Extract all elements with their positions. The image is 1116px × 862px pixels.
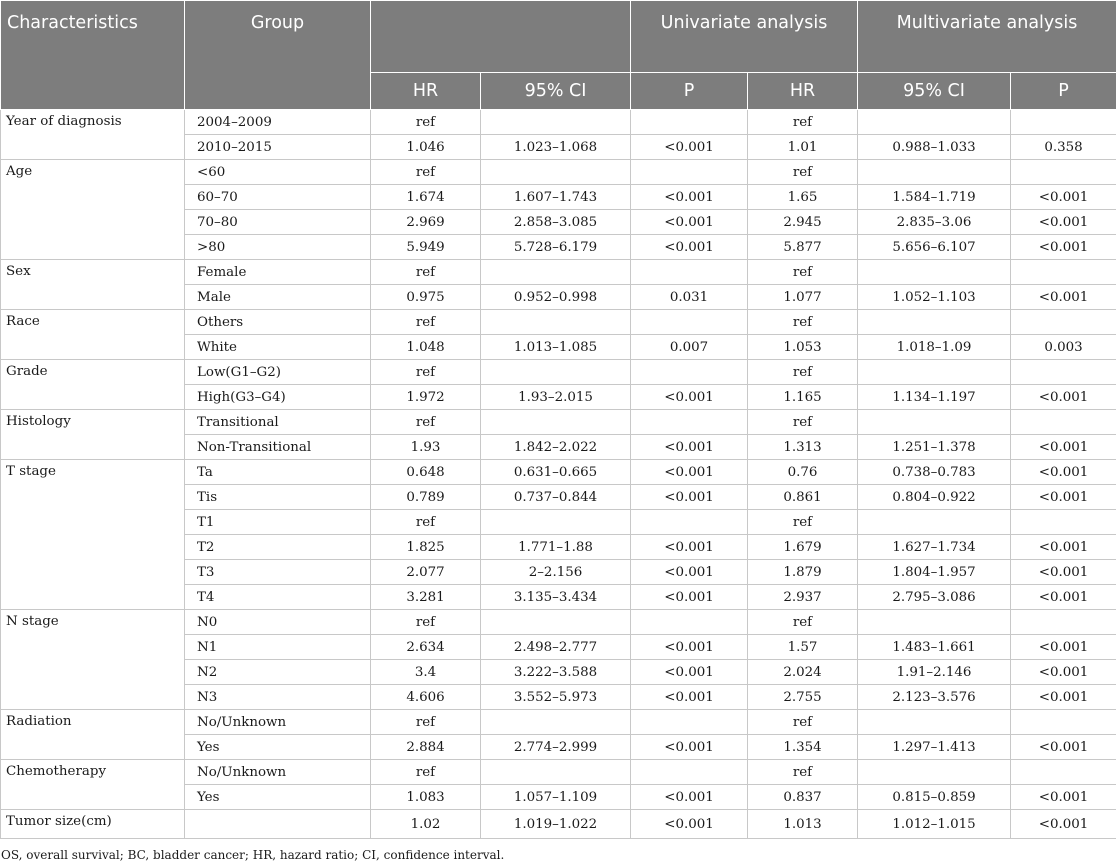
hr-uni-cell: 2.969 xyxy=(371,210,481,235)
group-cell: High(G3–G4) xyxy=(185,385,371,410)
p-uni-cell xyxy=(631,310,748,335)
subheader-p-multi: P xyxy=(1011,73,1116,110)
ci-uni-cell: 0.737–0.844 xyxy=(481,485,631,510)
p-uni-cell xyxy=(631,160,748,185)
ci-multi-cell xyxy=(858,610,1011,635)
hr-uni-cell: 3.4 xyxy=(371,660,481,685)
ci-multi-cell xyxy=(858,760,1011,785)
ci-uni-cell: 1.93–2.015 xyxy=(481,385,631,410)
group-cell: Non-Transitional xyxy=(185,435,371,460)
ci-uni-cell: 5.728–6.179 xyxy=(481,235,631,260)
hr-uni-cell: 1.93 xyxy=(371,435,481,460)
ci-uni-cell: 1.019–1.022 xyxy=(481,810,631,839)
table-row xyxy=(1,360,1116,385)
p-uni-cell: <0.001 xyxy=(631,685,748,710)
p-multi-cell: <0.001 xyxy=(1011,435,1116,460)
p-uni-cell: <0.001 xyxy=(631,735,748,760)
header-multivariate: Multivariate analysis xyxy=(858,1,1116,73)
ci-uni-cell: 2–2.156 xyxy=(481,560,631,585)
ci-uni-cell xyxy=(481,760,631,785)
p-multi-cell xyxy=(1011,260,1116,285)
ci-multi-cell: 1.584–1.719 xyxy=(858,185,1011,210)
p-uni-cell xyxy=(631,510,748,535)
hr-uni-cell: 1.083 xyxy=(371,785,481,810)
group-cell: Others xyxy=(185,310,371,335)
p-uni-cell: 0.031 xyxy=(631,285,748,310)
p-multi-cell: <0.001 xyxy=(1011,735,1116,760)
p-uni-cell: <0.001 xyxy=(631,660,748,685)
hr-multi-cell: 2.937 xyxy=(748,585,858,610)
hr-uni-cell: 1.674 xyxy=(371,185,481,210)
p-multi-cell: <0.001 xyxy=(1011,810,1116,839)
p-uni-cell: <0.001 xyxy=(631,135,748,160)
ci-multi-cell: 2.795–3.086 xyxy=(858,585,1011,610)
group-cell: Low(G1–G2) xyxy=(185,360,371,385)
p-uni-cell xyxy=(631,410,748,435)
p-multi-cell xyxy=(1011,410,1116,435)
group-cell: N2 xyxy=(185,660,371,685)
group-cell: Male xyxy=(185,285,371,310)
hr-multi-cell: 1.165 xyxy=(748,385,858,410)
hr-uni-cell: 0.789 xyxy=(371,485,481,510)
subheader-ci-uni: 95% CI xyxy=(481,73,631,110)
hr-uni-cell: 3.281 xyxy=(371,585,481,610)
ci-multi-cell: 2.835–3.06 xyxy=(858,210,1011,235)
hr-uni-cell: ref xyxy=(371,160,481,185)
ci-multi-cell: 1.627–1.734 xyxy=(858,535,1011,560)
ci-uni-cell: 1.842–2.022 xyxy=(481,435,631,460)
characteristic-cell: T stage xyxy=(1,460,185,610)
header-univariate: Univariate analysis xyxy=(631,1,858,73)
hr-multi-cell: 1.65 xyxy=(748,185,858,210)
group-cell: Yes xyxy=(185,735,371,760)
header-group: Group xyxy=(185,1,371,110)
group-cell xyxy=(185,810,371,839)
characteristic-cell: Histology xyxy=(1,410,185,460)
group-cell: T1 xyxy=(185,510,371,535)
subheader-hr-uni: HR xyxy=(371,73,481,110)
ci-uni-cell: 1.057–1.109 xyxy=(481,785,631,810)
ci-multi-cell: 1.804–1.957 xyxy=(858,560,1011,585)
ci-multi-cell: 1.91–2.146 xyxy=(858,660,1011,685)
table-row xyxy=(1,160,1116,185)
ci-multi-cell: 1.052–1.103 xyxy=(858,285,1011,310)
ci-uni-cell xyxy=(481,360,631,385)
p-multi-cell xyxy=(1011,510,1116,535)
group-cell: Yes xyxy=(185,785,371,810)
ci-multi-cell xyxy=(858,260,1011,285)
p-multi-cell xyxy=(1011,360,1116,385)
ci-multi-cell: 0.738–0.783 xyxy=(858,460,1011,485)
hr-multi-cell: ref xyxy=(748,710,858,735)
ci-uni-cell: 3.222–3.588 xyxy=(481,660,631,685)
p-multi-cell: <0.001 xyxy=(1011,460,1116,485)
group-cell: N0 xyxy=(185,610,371,635)
hr-multi-cell: ref xyxy=(748,760,858,785)
group-cell: No/Unknown xyxy=(185,760,371,785)
ci-multi-cell: 0.804–0.922 xyxy=(858,485,1011,510)
hr-multi-cell: 1.57 xyxy=(748,635,858,660)
p-uni-cell xyxy=(631,610,748,635)
table-row xyxy=(1,610,1116,635)
p-uni-cell: <0.001 xyxy=(631,585,748,610)
group-cell: 2010–2015 xyxy=(185,135,371,160)
p-multi-cell xyxy=(1011,310,1116,335)
hr-uni-cell: 1.048 xyxy=(371,335,481,360)
p-uni-cell xyxy=(631,260,748,285)
p-multi-cell: 0.003 xyxy=(1011,335,1116,360)
hr-multi-cell: ref xyxy=(748,310,858,335)
ci-multi-cell: 1.018–1.09 xyxy=(858,335,1011,360)
hr-multi-cell: 2.755 xyxy=(748,685,858,710)
group-cell: T2 xyxy=(185,535,371,560)
hr-multi-cell: ref xyxy=(748,410,858,435)
p-multi-cell xyxy=(1011,610,1116,635)
ci-multi-cell xyxy=(858,510,1011,535)
p-multi-cell: <0.001 xyxy=(1011,635,1116,660)
ci-uni-cell xyxy=(481,510,631,535)
group-cell: 2004–2009 xyxy=(185,110,371,135)
ci-multi-cell xyxy=(858,410,1011,435)
hr-multi-cell: ref xyxy=(748,110,858,135)
hr-uni-cell: ref xyxy=(371,260,481,285)
p-uni-cell: <0.001 xyxy=(631,385,748,410)
ci-multi-cell xyxy=(858,110,1011,135)
p-multi-cell xyxy=(1011,710,1116,735)
p-uni-cell: <0.001 xyxy=(631,210,748,235)
hr-uni-cell: 1.02 xyxy=(371,810,481,839)
ci-multi-cell: 1.297–1.413 xyxy=(858,735,1011,760)
ci-multi-cell xyxy=(858,310,1011,335)
ci-multi-cell: 1.251–1.378 xyxy=(858,435,1011,460)
group-cell: 60–70 xyxy=(185,185,371,210)
subheader-ci-multi: 95% CI xyxy=(858,73,1011,110)
hr-uni-cell: ref xyxy=(371,610,481,635)
table-row xyxy=(1,410,1116,435)
hr-multi-cell: 2.945 xyxy=(748,210,858,235)
table-row xyxy=(1,710,1116,735)
hr-multi-cell: 2.024 xyxy=(748,660,858,685)
p-uni-cell xyxy=(631,360,748,385)
group-cell: White xyxy=(185,335,371,360)
group-cell: N1 xyxy=(185,635,371,660)
p-uni-cell: <0.001 xyxy=(631,485,748,510)
ci-uni-cell xyxy=(481,610,631,635)
p-uni-cell: <0.001 xyxy=(631,435,748,460)
characteristic-cell: Tumor size(cm) xyxy=(1,810,185,839)
p-multi-cell: <0.001 xyxy=(1011,485,1116,510)
ci-uni-cell: 2.498–2.777 xyxy=(481,635,631,660)
table-row xyxy=(1,460,1116,485)
ci-uni-cell xyxy=(481,710,631,735)
hr-multi-cell: 1.013 xyxy=(748,810,858,839)
ci-multi-cell: 0.988–1.033 xyxy=(858,135,1011,160)
table-footnote: OS, overall survival; BC, bladder cancer; HR, hazard ratio; CI, confidence interval. xyxy=(0,848,1116,862)
group-cell: T3 xyxy=(185,560,371,585)
hr-uni-cell: 1.046 xyxy=(371,135,481,160)
p-multi-cell: <0.001 xyxy=(1011,185,1116,210)
hr-multi-cell: 1.879 xyxy=(748,560,858,585)
ci-uni-cell: 1.771–1.88 xyxy=(481,535,631,560)
hr-multi-cell: 1.077 xyxy=(748,285,858,310)
ci-multi-cell: 5.656–6.107 xyxy=(858,235,1011,260)
header-characteristics: Characteristics xyxy=(1,1,185,110)
subheader-p-uni: P xyxy=(631,73,748,110)
hr-uni-cell: ref xyxy=(371,360,481,385)
p-uni-cell: <0.001 xyxy=(631,785,748,810)
hr-uni-cell: 1.825 xyxy=(371,535,481,560)
table-row xyxy=(1,810,1116,839)
group-cell: >80 xyxy=(185,235,371,260)
p-multi-cell: <0.001 xyxy=(1011,235,1116,260)
group-cell: No/Unknown xyxy=(185,710,371,735)
p-uni-cell: <0.001 xyxy=(631,460,748,485)
characteristic-cell: N stage xyxy=(1,610,185,710)
hr-uni-cell: 2.884 xyxy=(371,735,481,760)
table-row xyxy=(1,110,1116,135)
hr-multi-cell: 1.354 xyxy=(748,735,858,760)
p-uni-cell xyxy=(631,110,748,135)
hr-uni-cell: 0.975 xyxy=(371,285,481,310)
characteristic-cell: Chemotherapy xyxy=(1,760,185,810)
ci-uni-cell: 1.013–1.085 xyxy=(481,335,631,360)
hr-multi-cell: 1.679 xyxy=(748,535,858,560)
p-multi-cell: <0.001 xyxy=(1011,285,1116,310)
hr-uni-cell: 0.648 xyxy=(371,460,481,485)
table-header xyxy=(1,1,1116,110)
p-uni-cell xyxy=(631,710,748,735)
hr-uni-cell: ref xyxy=(371,510,481,535)
p-uni-cell: <0.001 xyxy=(631,635,748,660)
ci-uni-cell: 1.607–1.743 xyxy=(481,185,631,210)
p-uni-cell: <0.001 xyxy=(631,810,748,839)
hr-uni-cell: 1.972 xyxy=(371,385,481,410)
hr-multi-cell: 1.313 xyxy=(748,435,858,460)
ci-uni-cell: 2.774–2.999 xyxy=(481,735,631,760)
hr-uni-cell: ref xyxy=(371,410,481,435)
table-row xyxy=(1,310,1116,335)
p-multi-cell xyxy=(1011,160,1116,185)
ci-multi-cell: 0.815–0.859 xyxy=(858,785,1011,810)
ci-uni-cell: 2.858–3.085 xyxy=(481,210,631,235)
table-body xyxy=(1,110,1116,839)
ci-uni-cell: 0.952–0.998 xyxy=(481,285,631,310)
p-multi-cell: <0.001 xyxy=(1011,210,1116,235)
ci-uni-cell: 3.552–5.973 xyxy=(481,685,631,710)
hr-uni-cell: 5.949 xyxy=(371,235,481,260)
ci-multi-cell: 1.012–1.015 xyxy=(858,810,1011,839)
group-cell: Ta xyxy=(185,460,371,485)
hr-uni-cell: ref xyxy=(371,710,481,735)
hr-multi-cell: 0.76 xyxy=(748,460,858,485)
p-multi-cell xyxy=(1011,760,1116,785)
table-row xyxy=(1,760,1116,785)
p-uni-cell: <0.001 xyxy=(631,560,748,585)
hr-uni-cell: ref xyxy=(371,760,481,785)
hr-multi-cell: 0.837 xyxy=(748,785,858,810)
p-multi-cell: <0.001 xyxy=(1011,660,1116,685)
ci-uni-cell xyxy=(481,410,631,435)
p-multi-cell: <0.001 xyxy=(1011,385,1116,410)
characteristic-cell: Race xyxy=(1,310,185,360)
hr-uni-cell: 4.606 xyxy=(371,685,481,710)
hr-uni-cell: 2.077 xyxy=(371,560,481,585)
hr-multi-cell: ref xyxy=(748,510,858,535)
ci-uni-cell xyxy=(481,110,631,135)
ci-multi-cell xyxy=(858,160,1011,185)
p-multi-cell: 0.358 xyxy=(1011,135,1116,160)
p-multi-cell: <0.001 xyxy=(1011,560,1116,585)
hr-multi-cell: ref xyxy=(748,160,858,185)
p-multi-cell: <0.001 xyxy=(1011,585,1116,610)
p-uni-cell: <0.001 xyxy=(631,235,748,260)
ci-multi-cell: 1.134–1.197 xyxy=(858,385,1011,410)
ci-multi-cell: 2.123–3.576 xyxy=(858,685,1011,710)
ci-multi-cell xyxy=(858,710,1011,735)
p-multi-cell: <0.001 xyxy=(1011,785,1116,810)
hr-multi-cell: ref xyxy=(748,610,858,635)
p-uni-cell: <0.001 xyxy=(631,535,748,560)
group-cell: Transitional xyxy=(185,410,371,435)
hr-multi-cell: 1.053 xyxy=(748,335,858,360)
header-blank xyxy=(371,1,631,73)
ci-uni-cell xyxy=(481,160,631,185)
hr-uni-cell: ref xyxy=(371,310,481,335)
characteristic-cell: Year of diagnosis xyxy=(1,110,185,160)
group-cell: 70–80 xyxy=(185,210,371,235)
group-cell: Female xyxy=(185,260,371,285)
characteristic-cell: Radiation xyxy=(1,710,185,760)
hr-multi-cell: ref xyxy=(748,360,858,385)
ci-multi-cell: 1.483–1.661 xyxy=(858,635,1011,660)
table-row xyxy=(1,260,1116,285)
hr-multi-cell: ref xyxy=(748,260,858,285)
group-cell: N3 xyxy=(185,685,371,710)
group-cell: <60 xyxy=(185,160,371,185)
subheader-hr-multi: HR xyxy=(748,73,858,110)
hr-uni-cell: ref xyxy=(371,110,481,135)
p-multi-cell: <0.001 xyxy=(1011,685,1116,710)
group-cell: T4 xyxy=(185,585,371,610)
p-multi-cell xyxy=(1011,110,1116,135)
ci-uni-cell xyxy=(481,260,631,285)
p-multi-cell: <0.001 xyxy=(1011,535,1116,560)
hr-multi-cell: 0.861 xyxy=(748,485,858,510)
p-uni-cell: <0.001 xyxy=(631,185,748,210)
characteristic-cell: Age xyxy=(1,160,185,260)
hr-multi-cell: 1.01 xyxy=(748,135,858,160)
hr-uni-cell: 2.634 xyxy=(371,635,481,660)
ci-uni-cell: 1.023–1.068 xyxy=(481,135,631,160)
hr-multi-cell: 5.877 xyxy=(748,235,858,260)
ci-multi-cell xyxy=(858,360,1011,385)
ci-uni-cell xyxy=(481,310,631,335)
characteristic-cell: Sex xyxy=(1,260,185,310)
p-uni-cell xyxy=(631,760,748,785)
ci-uni-cell: 0.631–0.665 xyxy=(481,460,631,485)
p-uni-cell: 0.007 xyxy=(631,335,748,360)
characteristic-cell: Grade xyxy=(1,360,185,410)
group-cell: Tis xyxy=(185,485,371,510)
ci-uni-cell: 3.135–3.434 xyxy=(481,585,631,610)
